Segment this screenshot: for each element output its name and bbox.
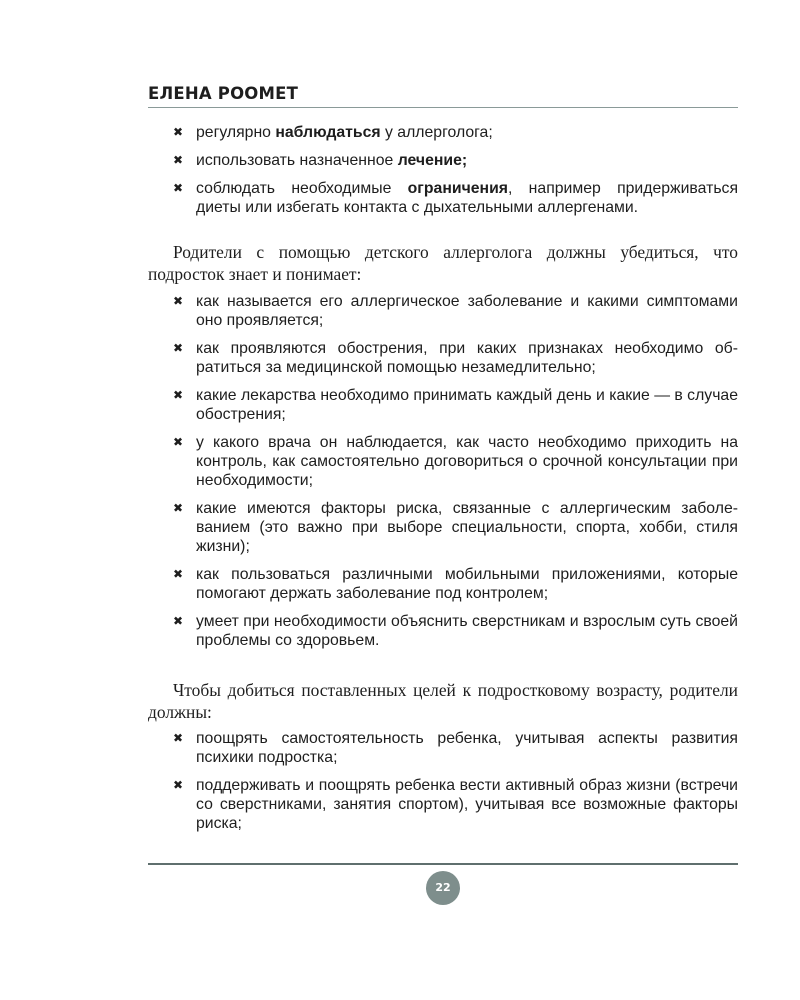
list-item: ✖ у какого врача он наблюдается, как часто необходимо приходить на контроль, как самостоятельно договориться о срочной консультации при необходимости; — [173, 434, 738, 489]
bullet-cross-icon: ✖ — [173, 501, 184, 515]
bullet-cross-icon: ✖ — [173, 341, 184, 355]
header-rule — [148, 107, 738, 108]
list-item: ✖ поддерживать и поощрять ребенка вести активный образ жизни (встречи со сверстниками, занятия спортом), учитывая все возможные факторы риска; — [173, 777, 738, 832]
list-item: ✖ регулярно наблюдаться у аллерголога; — [173, 124, 493, 141]
list-item: ✖ соблюдать необходимые ограничения, например придерживаться диеты или избегать контакта с дыхательными аллергенами. — [173, 180, 738, 216]
list-item: ✖ поощрять самостоятельность ребенка, учитывая аспекты развития психики подростка; — [173, 730, 738, 766]
bullet-cross-icon: ✖ — [173, 614, 184, 628]
list-item: ✖ какие лекарства необходимо принимать каждый день и какие — в случае обострения; — [173, 387, 738, 423]
paragraph: Чтобы добиться поставленных целей к подростковому возрасту, родители должны: — [148, 680, 738, 722]
paragraph: Родители с помощью детского аллерголога должны убедиться, что подросток знает и понимает: — [148, 242, 738, 284]
bullet-cross-icon: ✖ — [173, 567, 184, 581]
bullet-cross-icon: ✖ — [173, 435, 184, 449]
list-item: ✖ использовать назначенное лечение; — [173, 152, 468, 169]
bullet-cross-icon: ✖ — [173, 153, 184, 167]
bullet-cross-icon: ✖ — [173, 125, 184, 139]
teen-knowledge-list — [148, 292, 738, 659]
bullet-cross-icon: ✖ — [173, 778, 184, 792]
list-item: ✖ как пользоваться различными мобильными приложениями, которые помогают держать заболевание под контролем; — [173, 566, 738, 602]
bullet-cross-icon: ✖ — [173, 294, 184, 308]
list-item: ✖ как называется его аллергическое заболевание и какими симптомами оно проявляется; — [173, 293, 738, 329]
page-number-badge: 22 — [426, 871, 460, 905]
footer-rule — [148, 863, 738, 865]
bullet-cross-icon: ✖ — [173, 181, 184, 195]
running-header-author: ЕЛЕНА РООМЕТ — [148, 84, 299, 103]
parent-goals-list — [148, 729, 738, 842]
list-item: ✖ как проявляются обострения, при каких признаках необходимо обратиться за медицинской помощью незамедлительно; — [173, 340, 738, 376]
recommendations-list — [148, 123, 738, 226]
bullet-cross-icon: ✖ — [173, 388, 184, 402]
list-item: ✖ умеет при необходимости объяснить сверстникам и взрослым суть своей проблемы со здоровьем. — [173, 613, 738, 649]
list-item: ✖ какие имеются факторы риска, связанные с аллергическим заболеванием (это важно при выборе специальности, спорта, хобби, стиля жизни); — [173, 500, 738, 555]
bullet-cross-icon: ✖ — [173, 731, 184, 745]
